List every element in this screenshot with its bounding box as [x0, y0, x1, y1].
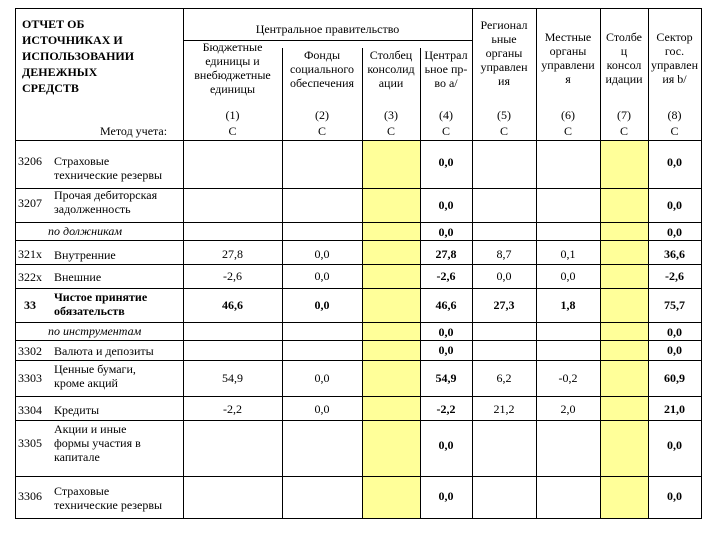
cell-v4: 27,8 — [435, 247, 457, 261]
col-basis: C — [441, 124, 450, 138]
col-basis: C — [386, 124, 395, 138]
col-basis: C — [619, 124, 628, 138]
cell-v6: -0,2 — [558, 371, 578, 385]
cell-v1: -2,6 — [223, 269, 242, 283]
report-title: ОТЧЕТ ОБ ИСТОЧНИКАХ И ИСПОЛЬЗОВАНИИ ДЕНЕЖНЫХ СРЕДСТВ — [22, 17, 135, 95]
cell-v8: 0,0 — [667, 155, 682, 169]
header-central-gov-total: Централ ьное пр- во а/ — [424, 48, 468, 90]
row-label: Чистое принятие обязательств — [54, 290, 148, 318]
row-label: Страховые технические резервы — [54, 484, 163, 512]
header-social-funds: Фонды социального обеспечения — [289, 48, 355, 90]
col-number: (8) — [667, 108, 682, 122]
col-basis: C — [499, 124, 508, 138]
cell-v1: 27,8 — [222, 247, 243, 261]
header-budget-units: Бюджетные единицы и внебюджетные единицы — [194, 40, 271, 96]
col-basis: C — [563, 124, 572, 138]
row-code: 3306 — [18, 489, 42, 503]
cell-v5: 27,3 — [493, 298, 515, 312]
header-consolidation-2: Столбе ц консол идации — [605, 30, 643, 86]
header-regional-bodies: Регионал ьные органы управлен ия — [480, 18, 528, 88]
cell-v4: 54,9 — [435, 371, 457, 385]
cell-v4: 0,0 — [438, 343, 454, 357]
cell-v8: -2,6 — [665, 269, 684, 283]
cell-v2: 0,0 — [314, 298, 330, 312]
row-label: Прочая дебиторская задолженность — [54, 188, 158, 216]
cell-v4: 0,0 — [438, 489, 454, 503]
cell-v8: 0,0 — [667, 438, 682, 452]
row-label: Ценные бумаги, кроме акций — [54, 362, 136, 390]
col-number: (3) — [384, 108, 398, 122]
row-code: 3303 — [18, 371, 42, 385]
cell-v4: 46,6 — [435, 298, 457, 312]
row-label: по должникам — [48, 224, 123, 238]
cell-v5: 0,0 — [496, 269, 512, 283]
cell-v6: 1,8 — [560, 298, 576, 312]
row-code: 3207 — [18, 196, 42, 210]
cell-v2: 0,0 — [314, 269, 330, 283]
cell-v8: 60,9 — [664, 371, 685, 385]
cell-v2: 0,0 — [314, 371, 330, 385]
row-label: Внутренние — [54, 248, 116, 262]
cell-v6: 2,0 — [560, 402, 576, 416]
cell-v2: 0,0 — [314, 402, 330, 416]
row-code: 321x — [18, 247, 42, 261]
row-label: Кредиты — [54, 403, 100, 417]
col-number: (2) — [315, 108, 329, 122]
row-code: 322x — [18, 270, 42, 284]
row-label: Акции и иные формы участия в капитале — [54, 422, 141, 464]
cell-v8: 75,7 — [664, 298, 685, 312]
cell-v2: 0,0 — [314, 247, 330, 261]
col-number: (6) — [561, 108, 575, 122]
method-label: Метод учета: — [100, 124, 168, 138]
cell-v5: 8,7 — [496, 247, 512, 261]
cell-v6: 0,0 — [560, 269, 576, 283]
header-general-gov: Сектор гос. управлен ия b/ — [651, 30, 698, 86]
cell-v1: -2,2 — [223, 402, 242, 416]
col-number: (7) — [617, 108, 631, 122]
col-basis: C — [670, 124, 679, 138]
row-label: Внешние — [54, 270, 102, 284]
cell-v5: 21,2 — [493, 402, 515, 416]
cell-v4: 0,0 — [438, 155, 454, 169]
cell-v4: 0,0 — [438, 325, 454, 339]
cell-v6: 0,1 — [560, 247, 576, 261]
cell-v8: 21,0 — [664, 402, 685, 416]
cell-v5: 6,2 — [496, 371, 512, 385]
cell-v1: 46,6 — [222, 298, 243, 312]
cell-v8: 0,0 — [667, 343, 682, 357]
row-label: Страховые технические резервы — [54, 154, 163, 182]
header-consolidation: Столбец консолид ации — [367, 48, 415, 90]
col-basis: C — [228, 124, 237, 138]
row-label: Валюта и депозиты — [54, 344, 154, 358]
col-number: (4) — [439, 108, 453, 122]
cell-v4: 0,0 — [438, 198, 454, 212]
cell-v8: 0,0 — [667, 325, 682, 339]
col-number: (1) — [225, 108, 240, 122]
cell-v4: -2,2 — [436, 402, 456, 416]
cell-v1: 54,9 — [222, 371, 243, 385]
col-number: (5) — [497, 108, 511, 122]
row-code: 3305 — [18, 436, 42, 450]
row-code: 3302 — [18, 344, 42, 358]
header-central-government: Центральное правительство — [255, 22, 400, 36]
cell-v4: -2,6 — [436, 269, 456, 283]
col-basis: C — [317, 124, 326, 138]
row-code: 33 — [24, 298, 36, 312]
row-label: по инструментам — [48, 324, 142, 338]
cell-v8: 0,0 — [667, 489, 682, 503]
cell-v8: 0,0 — [667, 225, 682, 239]
cell-v4: 0,0 — [438, 225, 454, 239]
header-local-bodies: Местные органы управлени я — [541, 30, 595, 86]
row-code: 3304 — [18, 403, 42, 417]
cell-v8: 0,0 — [667, 198, 682, 212]
cell-v8: 36,6 — [664, 247, 685, 261]
row-code: 3206 — [18, 154, 42, 168]
cell-v4: 0,0 — [438, 438, 454, 452]
